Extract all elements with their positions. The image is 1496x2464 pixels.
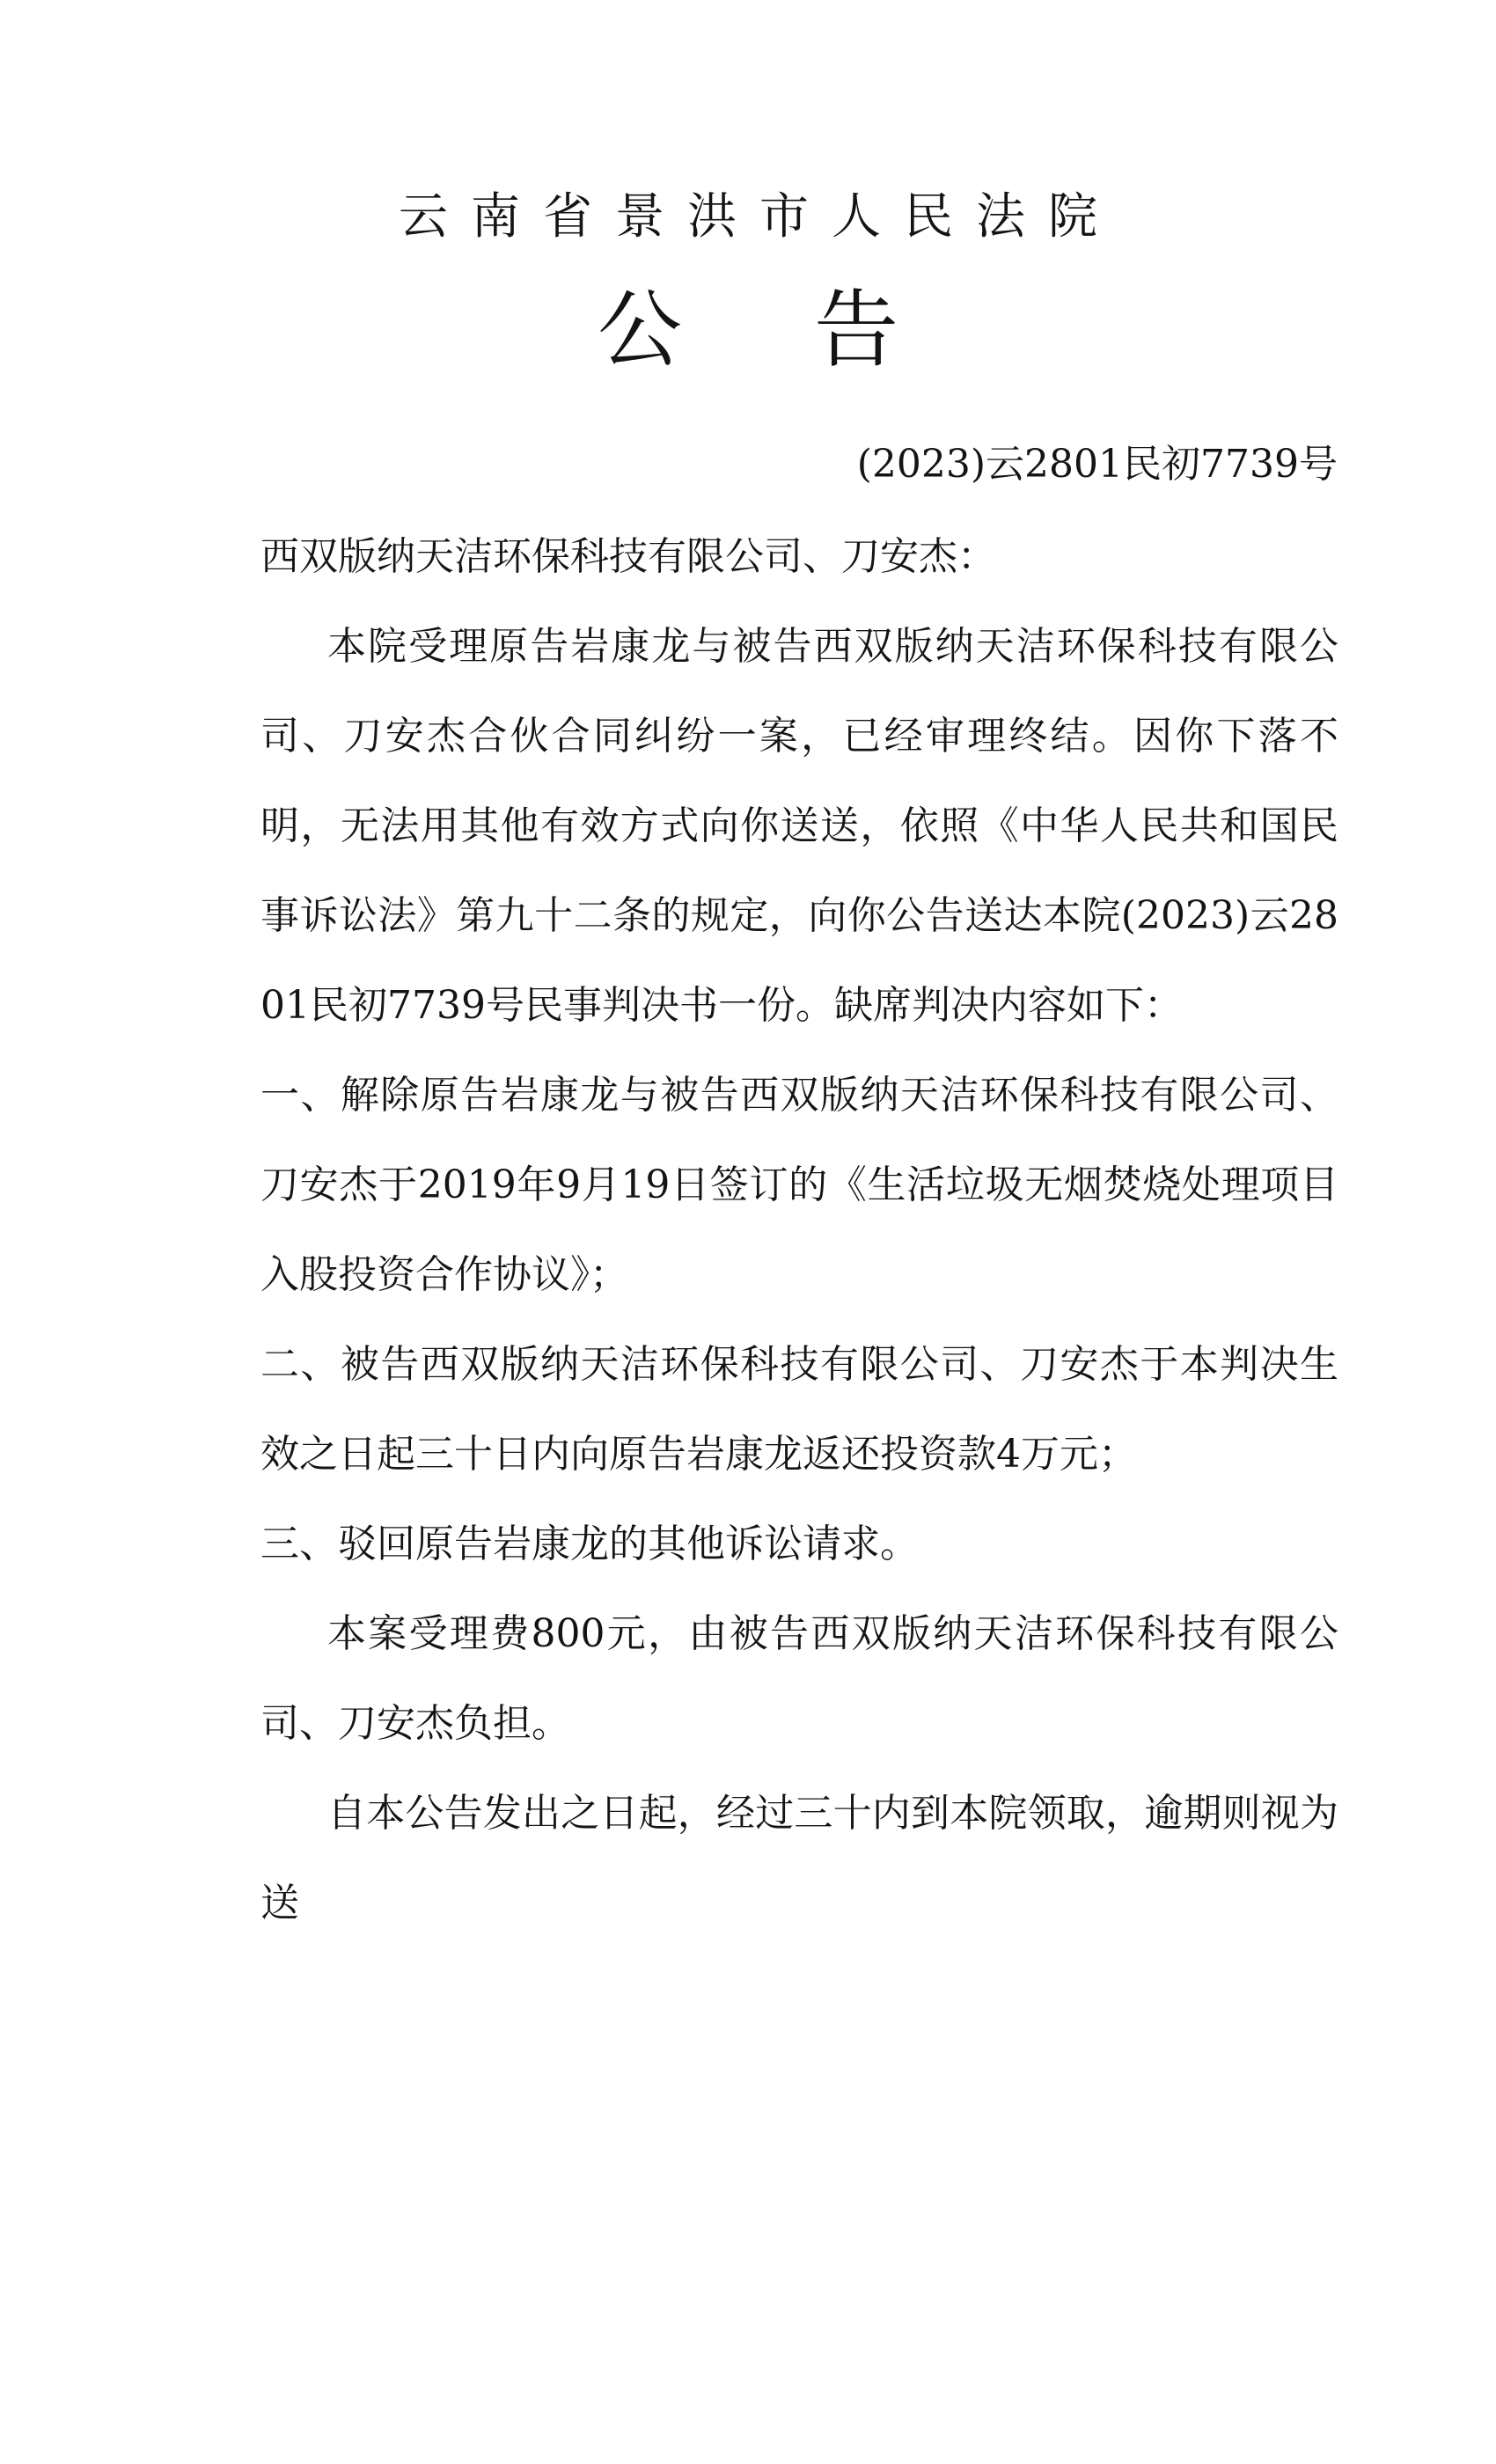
collection-paragraph: 自本公告发出之日起，经过三十内到本院领取，逾期则视为送 [260,1791,1338,1925]
court-name: 云南省景洪市人民法院 [399,188,1120,246]
fee-paragraph: 本案受理费800元，由被告西双版纳天洁环保科技有限公司、刀安杰负担。 [260,1611,1338,1746]
judgment-item-2: 二、被告西双版纳天洁环保科技有限公司、刀安杰于本判决生效之日起三十日内向原告岩康龙返还投资款4万元； [260,1342,1338,1477]
judgment-item-3: 三、驳回原告岩康龙的其他诉讼请求。 [260,1522,919,1566]
notice-paragraph: 本院受理原告岩康龙与被告西双版纳天洁环保科技有限公司、刀安杰合伙合同纠纷一案，已经审理终结。因你下落不明，无法用其他有效方式向你送送，依照《中华人民共和国民事诉讼法》第九十二条的规定，向你公告送达本院(2023)云2801民初7739号民事判决书一份。缺席判决内容如下： [260,624,1338,1028]
case-number: (2023)云2801民初7739号 [856,442,1338,487]
document-body [260,512,1338,1948]
judgment-item-1: 一、解除原告岩康龙与被告西双版纳天洁环保科技有限公司、刀安杰于2019年9月19日签订的《生活垃圾无烟焚烧处理项目入股投资合作协议》； [260,1073,1338,1297]
addressee: 西双版纳天洁环保科技有限公司、刀安杰： [260,534,996,579]
document-title: 公告 [598,281,1030,379]
